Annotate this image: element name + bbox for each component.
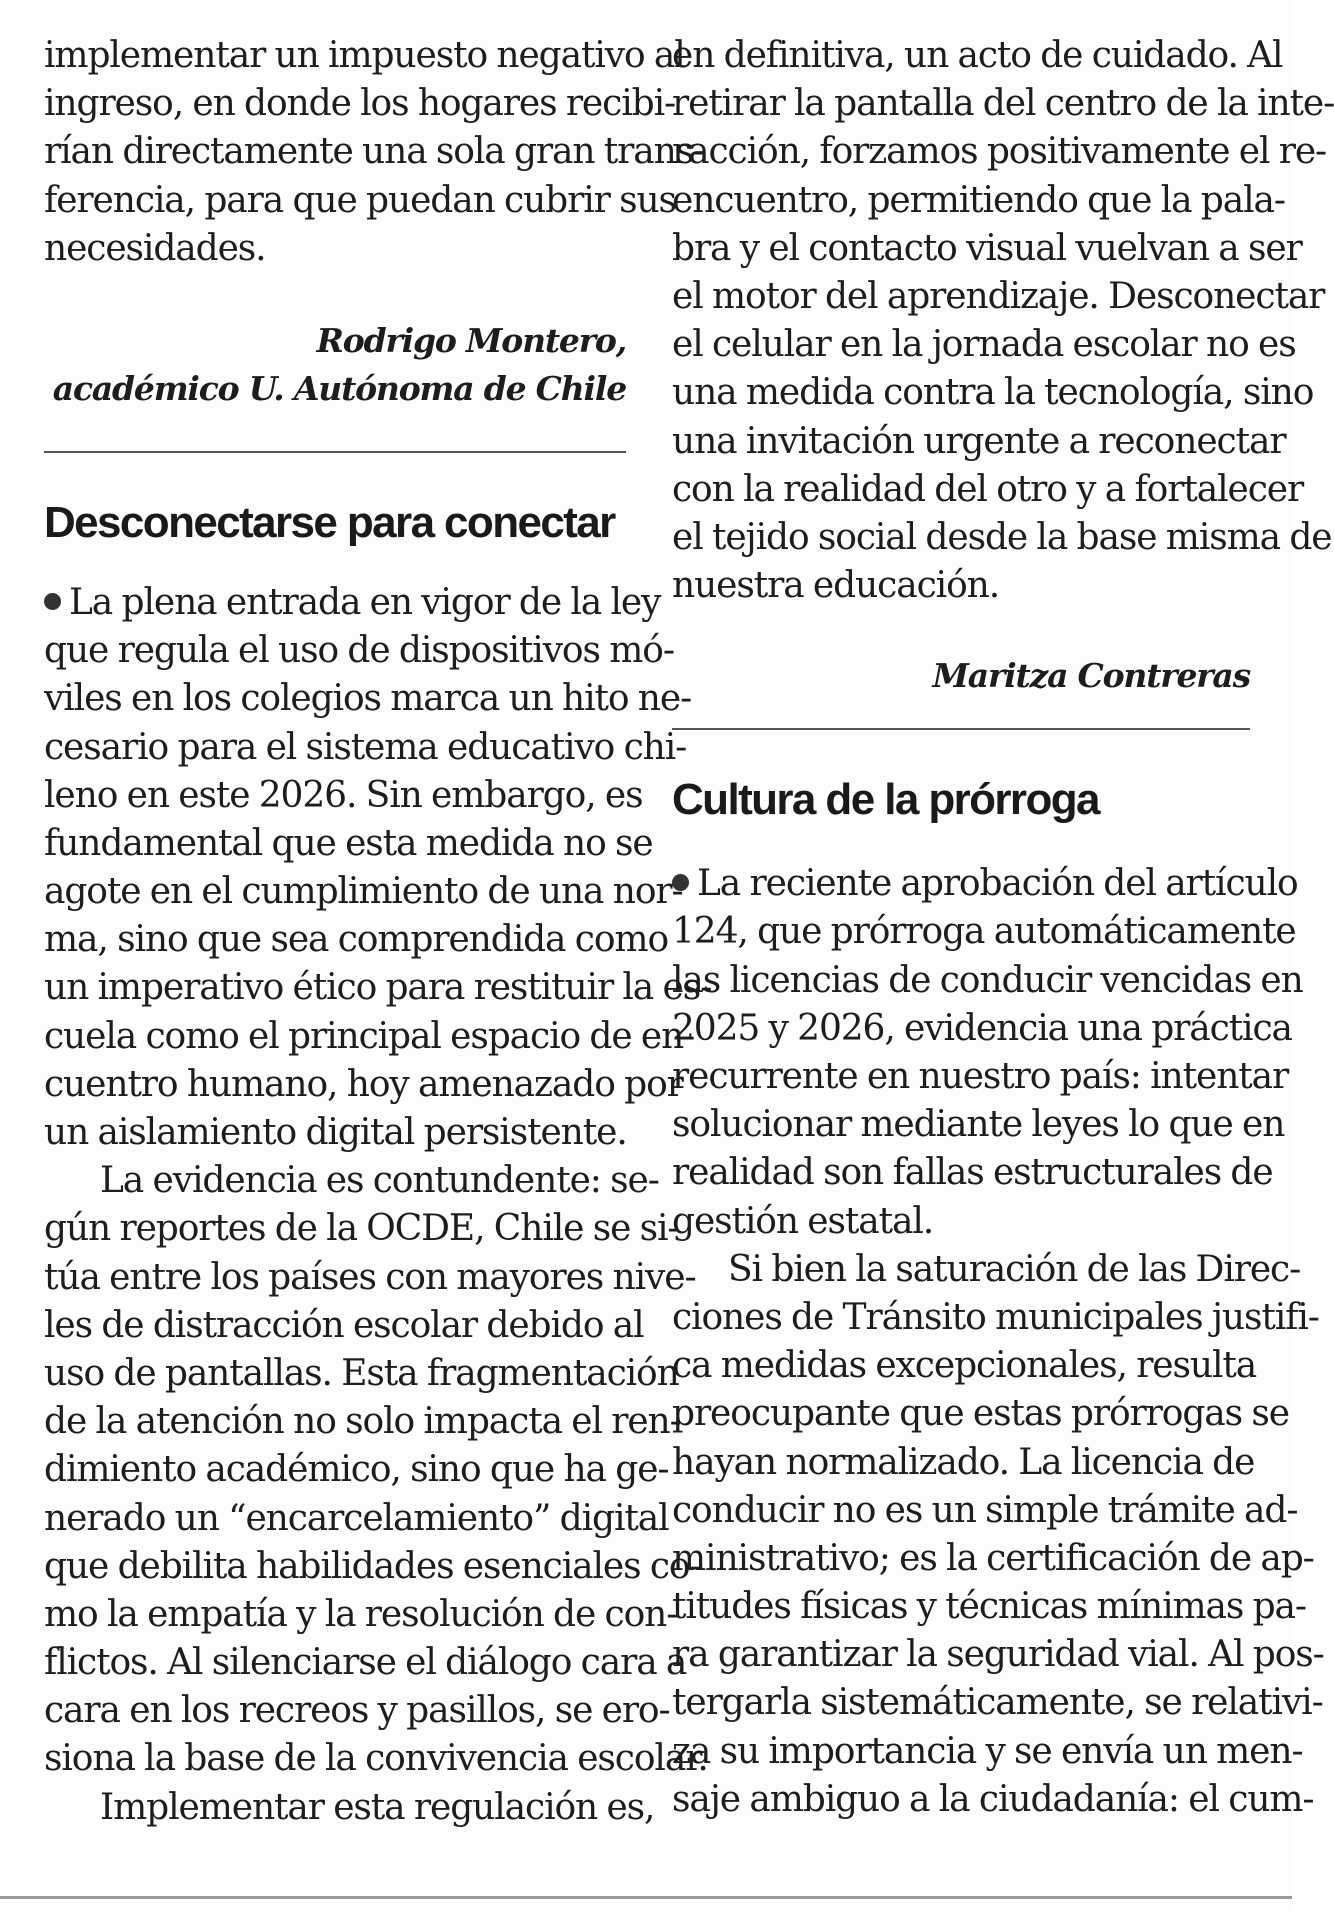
text-line: leno en este 2026. Sin embargo, es <box>44 774 643 816</box>
headline: Cultura de la prórroga <box>672 775 1099 825</box>
signature-name: Rodrigo Montero, <box>316 320 626 360</box>
text-line: una medida contra la tecnología, sino <box>672 372 1314 414</box>
text-line: cuela como el principal espacio de en- <box>44 1015 695 1057</box>
text-line: agote en el cumplimiento de una nor- <box>44 871 683 913</box>
text-line: La reciente aprobación del artículo <box>672 860 1250 908</box>
text-line: gestión estatal. <box>672 1200 934 1242</box>
text-line: en definitiva, un acto de cuidado. Al <box>672 35 1283 76</box>
text-line: siona la base de la convivencia escolar. <box>44 1738 708 1780</box>
text-line: retirar la pantalla del centro de la inte- <box>672 83 1334 125</box>
text-line: ingreso, en donde los hogares recibi- <box>44 83 676 125</box>
signature-name: Maritza Contreras <box>932 656 1250 696</box>
text-line: les de distracción escolar debido al <box>44 1304 644 1346</box>
text-line: un imperativo ético para restituir la es- <box>44 967 712 1009</box>
text-line: que regula el uso de dispositivos mó- <box>44 630 674 672</box>
text-line: implementar un impuesto negativo al <box>44 35 685 76</box>
text-line: saje ambiguo a la ciudadanía: el cum- <box>672 1778 1314 1820</box>
text-line: bra y el contacto visual vuelvan a ser <box>672 227 1302 269</box>
text-line: túa entre los países con mayores nive- <box>44 1256 696 1298</box>
text-line: ministrativo; es la certificación de ap- <box>672 1537 1314 1579</box>
text-line: dimiento académico, sino que ha ge- <box>44 1449 669 1491</box>
text-line: el celular en la jornada escolar no es <box>672 324 1296 366</box>
text-line: conducir no es un simple trámite ad- <box>672 1489 1298 1531</box>
text-line: viles en los colegios marca un hito ne- <box>44 678 692 720</box>
text-line: La evidencia es contundente: se- <box>100 1160 659 1202</box>
left-column <box>44 32 712 1832</box>
text-line: ma, sino que sea comprendida como <box>44 919 669 961</box>
text-line: uso de pantallas. Esta fragmentación <box>44 1352 679 1394</box>
text-line: tergarla sistemáticamente, se relativi- <box>672 1682 1323 1724</box>
text-line: rían directamente una sola gran trans- <box>44 131 705 173</box>
text-line: preocupante que estas prórrogas se <box>672 1393 1289 1435</box>
text-line: nerado un “encarcelamiento” digital <box>44 1497 669 1539</box>
text-line: mo la empatía y la resolución de con- <box>44 1593 678 1635</box>
text-line: solucionar mediante leyes lo que en <box>672 1104 1285 1146</box>
text-line: encuentro, permitiendo que la pala- <box>672 179 1285 221</box>
text-line: ca medidas excepcionales, resulta <box>672 1345 1257 1387</box>
text-line: que debilita habilidades esenciales co- <box>44 1545 701 1587</box>
text-line: titudes físicas y técnicas mínimas pa- <box>672 1586 1306 1628</box>
text-line: fundamental que esta medida no se <box>44 822 653 864</box>
headline: Desconectarse para conectar <box>44 497 615 547</box>
text-line: necesidades. <box>44 227 266 269</box>
text-line: 2025 y 2026, evidencia una práctica <box>672 1007 1292 1049</box>
text-line: nuestra educación. <box>672 565 1000 607</box>
text-line: con la realidad del otro y a fortalecer <box>672 468 1304 510</box>
text-line: gún reportes de la OCDE, Chile se si- <box>44 1208 679 1250</box>
text-line: ra garantizar la seguridad vial. Al pos- <box>672 1634 1324 1676</box>
text-line: flictos. Al silenciarse el diálogo cara a <box>44 1642 687 1684</box>
text-line: La plena entrada en vigor de la ley <box>44 579 626 627</box>
text-line: el motor del aprendizaje. Desconectar <box>672 275 1325 317</box>
previous-letter-ending <box>44 32 705 273</box>
text-line: de la atención no solo impacta el ren- <box>44 1401 681 1443</box>
text-line: 124, que prórroga automáticamente <box>672 911 1296 953</box>
text-line: un aislamiento digital persistente. <box>44 1112 627 1153</box>
text-line: el tejido social desde la base misma de <box>672 516 1332 558</box>
text-line: racción, forzamos positivamente el re- <box>672 131 1327 173</box>
text-line: Si bien la saturación de las Direc- <box>728 1248 1301 1290</box>
text-line: hayan normalizado. La licencia de <box>672 1441 1255 1483</box>
text-line: ciones de Tránsito municipales justifi- <box>672 1296 1319 1338</box>
signature-affiliation: académico U. Autónoma de Chile <box>52 368 626 408</box>
letter-body <box>672 860 1324 1824</box>
text-line: las licencias de conducir vencidas en <box>672 959 1303 1001</box>
text-line: una invitación urgente a reconectar <box>672 420 1286 462</box>
text-line: cuentro humano, hoy amenazado por <box>44 1063 683 1105</box>
text-line: ferencia, para que puedan cubrir sus <box>44 179 676 221</box>
page-bottom-border <box>0 1896 1292 1899</box>
right-column <box>672 32 1334 1824</box>
letter-continuation <box>672 32 1334 610</box>
letter-body <box>44 579 712 1832</box>
text-line: za su importancia y se envía un men- <box>672 1730 1303 1772</box>
text-line: realidad son fallas estructurales de <box>672 1152 1273 1194</box>
text-line: recurrente en nuestro país: intentar <box>672 1056 1289 1097</box>
text-line: cara en los recreos y pasillos, se ero- <box>44 1690 670 1732</box>
text-line: cesario para el sistema educativo chi- <box>44 726 687 768</box>
text-line: Implementar esta regulación es, <box>100 1786 655 1828</box>
